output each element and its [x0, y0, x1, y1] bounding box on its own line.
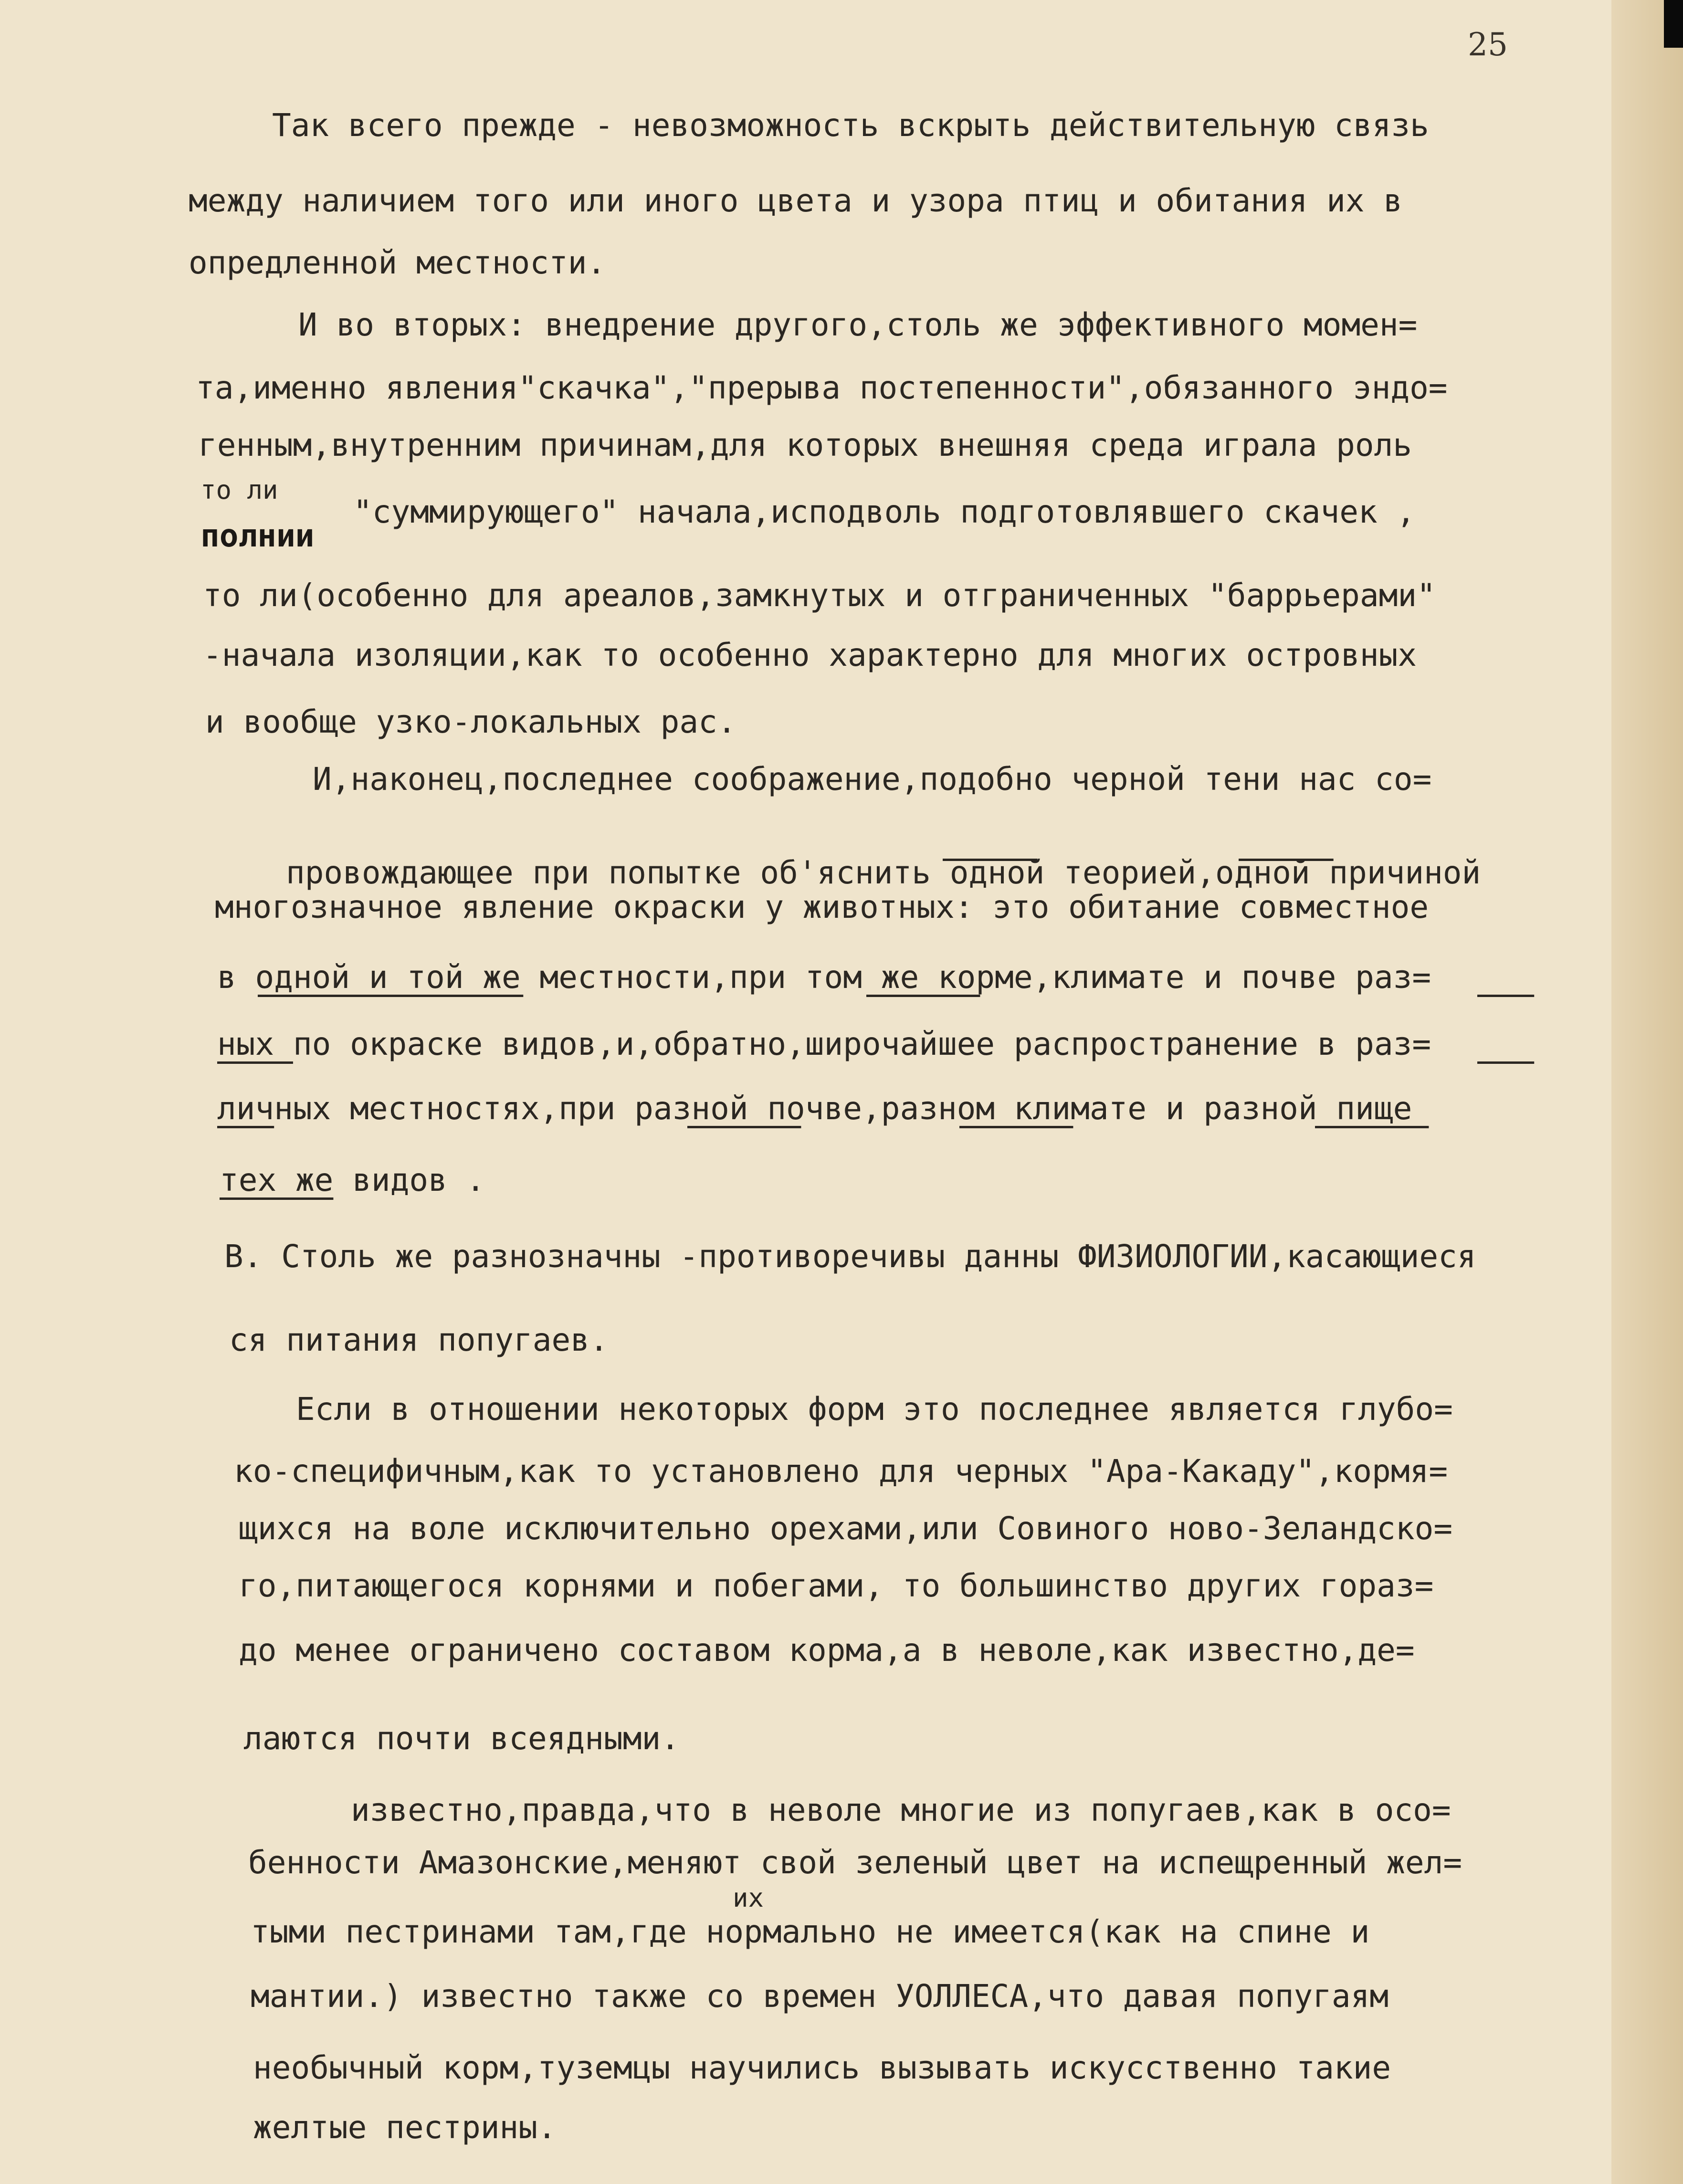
text-line: мантии.) известно также со времен УОЛЛЕСА,что давая попугаям	[251, 1978, 1389, 2015]
underlined-word	[220, 1165, 333, 1196]
text-line: ных по окраске видов,и,обратно,широчайшее распространение в раз=	[217, 1026, 1431, 1062]
underlined-word	[687, 1093, 801, 1124]
text-line: необычный корм,туземцы научились вызывать искусственно такие	[253, 2049, 1391, 2086]
text-line: между наличием того или иного цвета и узора птиц и обитания их в	[189, 182, 1403, 219]
underlined-word	[943, 826, 1038, 857]
text-line: и вообще узко-локальных рас.	[205, 704, 736, 740]
text-line: многозначное явление окраски у животных: это обитание совместное	[215, 889, 1429, 925]
underlined-word	[1239, 826, 1334, 857]
text-line: в одной и той же местности,при том же корме,климате и почве раз=	[217, 959, 1431, 996]
scan-corner	[1664, 0, 1683, 48]
text-line: тыми пестринами там,где нормально не имеется(как на спине и	[251, 1913, 1370, 1950]
text-line: бенности Амазонские,меняют свой зеленый цвет на испещренный жел=	[248, 1844, 1462, 1881]
text-line: ся питания попугаев.	[229, 1322, 609, 1358]
text-line: ко-специфичным,как то установлено для черных "Ара-Какаду",кормя=	[234, 1453, 1448, 1490]
page-number: 25	[1468, 26, 1508, 63]
text-line: личных местностях,при разной почве,разном климате и разной пище	[217, 1090, 1412, 1127]
text-line: "суммирующего" начала,исподволь подготовлявшего скачек ,	[353, 494, 1416, 530]
underlined-word	[959, 1093, 1073, 1124]
text-line: известно,правда,что в неволе многие из попугаев,как в осо=	[351, 1792, 1451, 1828]
text-line: го,питающегося корнями и побегами, то большинство других горaз=	[239, 1567, 1434, 1604]
text-line: до менее ограничено составом корма,а в неволе,как известно,де=	[239, 1632, 1415, 1669]
text-line: Если в отношении некоторых форм это последнее является глубо=	[296, 1391, 1453, 1428]
text-line: та,именно явления"скачка","прерыва постепенности",обязанного эндо=	[196, 369, 1448, 406]
underlined-word	[258, 962, 523, 993]
underlined-word	[1315, 1093, 1429, 1124]
text-line: -начала изоляции,как то особенно характерно для многих островных	[203, 637, 1417, 673]
underlined-word	[217, 1093, 274, 1124]
text-line: Так всего прежде - невозможность вскрыть действительную связь	[272, 107, 1429, 144]
page-edge-shadow	[1611, 0, 1683, 2184]
underlined-word	[866, 962, 980, 993]
text-line: тех же видов .	[220, 1162, 485, 1198]
text-line: щихся на воле исключительно орехами,или Совиного ново-Зеландско=	[239, 1510, 1453, 1547]
underlined-word	[1477, 1029, 1534, 1060]
handwritten-insert: то ли	[200, 475, 278, 505]
struck-word: полнии	[200, 517, 315, 554]
text-line: то ли(особенно для ареалов,замкнутых и отграниченных "баррьерами"	[203, 577, 1436, 614]
text-line: провождающее при попытке об'яснить одной теорией,одной причиной	[285, 854, 1481, 891]
text-line: желтые пестрины.	[253, 2109, 557, 2146]
text-line: лаются почти всеядными.	[243, 1720, 680, 1757]
underlined-word	[1477, 962, 1534, 993]
text-line: И,наконец,последнее соображение,подобно черной тени нас со=	[313, 761, 1432, 798]
handwritten-insert: их	[733, 1883, 764, 1913]
text-line: И во вторых: внедрение другого,столь же эффективного момен=	[298, 306, 1418, 343]
underlined-word	[217, 1029, 293, 1060]
text-line: В. Столь же разнозначны -противоречивы данны ФИЗИОЛОГИИ,касающиеся	[224, 1238, 1476, 1275]
text-line: генным,внутренним причинам,для которых внешняя среда играла роль	[198, 427, 1412, 463]
text-line: опредленной местности.	[189, 244, 606, 281]
